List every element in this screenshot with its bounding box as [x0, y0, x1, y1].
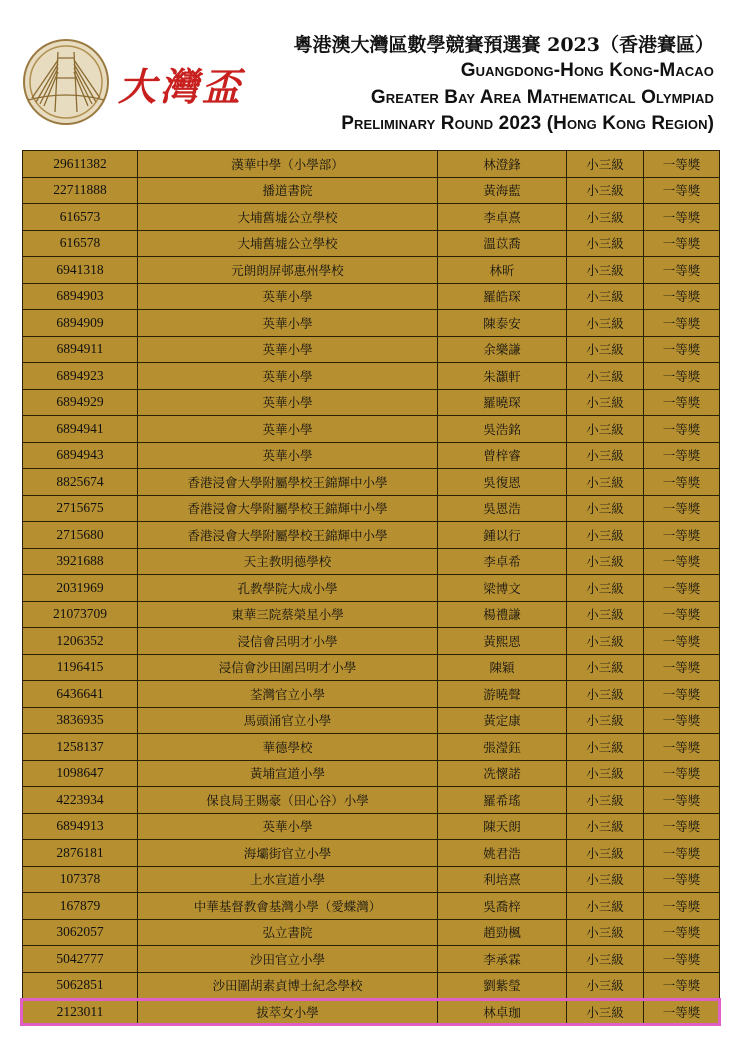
logo-text: 大灣盃 — [118, 64, 245, 109]
school-cell: 華德學校 — [138, 734, 438, 761]
candidate-id-cell: 6894903 — [23, 283, 138, 310]
level-cell: 小三級 — [567, 893, 644, 920]
level-cell: 小三級 — [567, 469, 644, 496]
school-cell: 英華小學 — [138, 363, 438, 390]
school-cell: 大埔舊墟公立學校 — [138, 230, 438, 257]
student-name-cell: 游曉聲 — [438, 681, 567, 708]
candidate-id-cell: 6894929 — [23, 389, 138, 416]
award-cell: 一等獎 — [644, 151, 720, 178]
table-row — [23, 416, 720, 443]
student-name-cell: 張瀅鈺 — [438, 734, 567, 761]
level-cell: 小三級 — [567, 681, 644, 708]
school-cell: 荃灣官立小學 — [138, 681, 438, 708]
student-name-cell: 曾梓睿 — [438, 442, 567, 469]
table-row — [23, 734, 720, 761]
award-cell: 一等獎 — [644, 257, 720, 284]
table-row — [23, 999, 720, 1026]
results-table-body — [23, 151, 720, 1026]
school-cell: 香港浸會大學附屬學校王錦輝中小學 — [138, 495, 438, 522]
award-cell: 一等獎 — [644, 389, 720, 416]
student-name-cell: 鍾以行 — [438, 522, 567, 549]
student-name-cell: 陳穎 — [438, 654, 567, 681]
candidate-id-cell: 2031969 — [23, 575, 138, 602]
school-cell: 英華小學 — [138, 283, 438, 310]
level-cell: 小三級 — [567, 866, 644, 893]
candidate-id-cell: 2876181 — [23, 840, 138, 867]
award-cell: 一等獎 — [644, 866, 720, 893]
school-cell: 孔教學院大成小學 — [138, 575, 438, 602]
student-name-cell: 梁博文 — [438, 575, 567, 602]
student-name-cell: 李卓希 — [438, 548, 567, 575]
table-row — [23, 336, 720, 363]
award-cell: 一等獎 — [644, 204, 720, 231]
level-cell: 小三級 — [567, 813, 644, 840]
table-row — [23, 840, 720, 867]
school-cell: 英華小學 — [138, 442, 438, 469]
student-name-cell: 李承霖 — [438, 946, 567, 973]
candidate-id-cell: 4223934 — [23, 787, 138, 814]
table-row — [23, 548, 720, 575]
school-cell: 上水宣道小學 — [138, 866, 438, 893]
title-english-line2: Greater Bay Area Mathematical Olympiad — [370, 87, 714, 108]
school-cell: 海壩街官立小學 — [138, 840, 438, 867]
school-cell: 播道書院 — [138, 177, 438, 204]
candidate-id-cell: 29611382 — [23, 151, 138, 178]
candidate-id-cell: 6941318 — [23, 257, 138, 284]
student-name-cell: 林卓珈 — [438, 999, 567, 1026]
table-row — [23, 813, 720, 840]
candidate-id-cell: 6894943 — [23, 442, 138, 469]
award-cell: 一等獎 — [644, 787, 720, 814]
table-row — [23, 575, 720, 602]
table-row — [23, 601, 720, 628]
award-cell: 一等獎 — [644, 601, 720, 628]
award-cell: 一等獎 — [644, 707, 720, 734]
student-name-cell: 羅希瑤 — [438, 787, 567, 814]
candidate-id-cell: 21073709 — [23, 601, 138, 628]
award-cell: 一等獎 — [644, 363, 720, 390]
student-name-cell: 黃定康 — [438, 707, 567, 734]
school-cell: 中華基督教會基灣小學（愛蝶灣） — [138, 893, 438, 920]
table-row — [23, 257, 720, 284]
award-cell: 一等獎 — [644, 840, 720, 867]
title-english-line3: Preliminary Round 2023 (Hong Kong Region) — [341, 113, 714, 134]
award-cell: 一等獎 — [644, 654, 720, 681]
candidate-id-cell: 1258137 — [23, 734, 138, 761]
level-cell: 小三級 — [567, 230, 644, 257]
award-cell: 一等獎 — [644, 230, 720, 257]
level-cell: 小三級 — [567, 151, 644, 178]
award-cell: 一等獎 — [644, 999, 720, 1026]
award-cell: 一等獎 — [644, 734, 720, 761]
table-row — [23, 363, 720, 390]
student-name-cell: 黃熙恩 — [438, 628, 567, 655]
school-cell: 拔萃女小學 — [138, 999, 438, 1026]
student-name-cell: 吳浩銘 — [438, 416, 567, 443]
award-cell: 一等獎 — [644, 283, 720, 310]
level-cell: 小三級 — [567, 575, 644, 602]
student-name-cell: 林澄鋒 — [438, 151, 567, 178]
candidate-id-cell: 3921688 — [23, 548, 138, 575]
school-cell: 英華小學 — [138, 416, 438, 443]
level-cell: 小三級 — [567, 283, 644, 310]
level-cell: 小三級 — [567, 177, 644, 204]
school-cell: 英華小學 — [138, 336, 438, 363]
school-cell: 東華三院蔡榮星小學 — [138, 601, 438, 628]
student-name-cell: 羅曉琛 — [438, 389, 567, 416]
level-cell: 小三級 — [567, 999, 644, 1026]
school-cell: 英華小學 — [138, 813, 438, 840]
table-row — [23, 760, 720, 787]
school-cell: 英華小學 — [138, 389, 438, 416]
school-cell: 沙田官立小學 — [138, 946, 438, 973]
level-cell: 小三級 — [567, 972, 644, 999]
student-name-cell: 林昕 — [438, 257, 567, 284]
student-name-cell: 吳復恩 — [438, 469, 567, 496]
award-cell: 一等獎 — [644, 548, 720, 575]
student-name-cell: 陳天朗 — [438, 813, 567, 840]
table-row — [23, 787, 720, 814]
level-cell: 小三級 — [567, 707, 644, 734]
award-cell: 一等獎 — [644, 469, 720, 496]
student-name-cell: 余樂謙 — [438, 336, 567, 363]
candidate-id-cell: 1098647 — [23, 760, 138, 787]
award-cell: 一等獎 — [644, 813, 720, 840]
level-cell: 小三級 — [567, 336, 644, 363]
award-cell: 一等獎 — [644, 177, 720, 204]
level-cell: 小三級 — [567, 787, 644, 814]
table-row — [23, 707, 720, 734]
level-cell: 小三級 — [567, 495, 644, 522]
award-cell: 一等獎 — [644, 310, 720, 337]
table-row — [23, 654, 720, 681]
level-cell: 小三級 — [567, 363, 644, 390]
student-name-cell: 吳恩浩 — [438, 495, 567, 522]
school-cell: 馬頭涌官立小學 — [138, 707, 438, 734]
candidate-id-cell: 5042777 — [23, 946, 138, 973]
student-name-cell: 冼懷諾 — [438, 760, 567, 787]
student-name-cell: 趙勁楓 — [438, 919, 567, 946]
candidate-id-cell: 3062057 — [23, 919, 138, 946]
candidate-id-cell: 2715680 — [23, 522, 138, 549]
award-cell: 一等獎 — [644, 972, 720, 999]
candidate-id-cell: 107378 — [23, 866, 138, 893]
student-name-cell: 陳泰安 — [438, 310, 567, 337]
award-cell: 一等獎 — [644, 336, 720, 363]
candidate-id-cell: 6894913 — [23, 813, 138, 840]
student-name-cell: 吳喬梓 — [438, 893, 567, 920]
level-cell: 小三級 — [567, 601, 644, 628]
school-cell: 浸信會沙田圍呂明才小學 — [138, 654, 438, 681]
level-cell: 小三級 — [567, 548, 644, 575]
school-cell: 元朗朗屏邨惠州學校 — [138, 257, 438, 284]
table-row — [23, 919, 720, 946]
page-header — [0, 0, 740, 150]
table-row — [23, 469, 720, 496]
award-cell: 一等獎 — [644, 893, 720, 920]
level-cell: 小三級 — [567, 310, 644, 337]
table-row — [23, 893, 720, 920]
student-name-cell: 姚君浩 — [438, 840, 567, 867]
candidate-id-cell: 6894909 — [23, 310, 138, 337]
level-cell: 小三級 — [567, 416, 644, 443]
school-cell: 保良局王賜豪（田心谷）小學 — [138, 787, 438, 814]
candidate-id-cell: 2123011 — [23, 999, 138, 1026]
table-row — [23, 495, 720, 522]
school-cell: 漢華中學（小學部） — [138, 151, 438, 178]
candidate-id-cell: 616573 — [23, 204, 138, 231]
award-cell: 一等獎 — [644, 946, 720, 973]
candidate-id-cell: 167879 — [23, 893, 138, 920]
candidate-id-cell: 1206352 — [23, 628, 138, 655]
school-cell: 香港浸會大學附屬學校王錦輝中小學 — [138, 522, 438, 549]
school-cell: 浸信會呂明才小學 — [138, 628, 438, 655]
results-table-container — [22, 150, 719, 1026]
student-name-cell: 劉紫瑩 — [438, 972, 567, 999]
candidate-id-cell: 6894911 — [23, 336, 138, 363]
award-cell: 一等獎 — [644, 681, 720, 708]
level-cell: 小三級 — [567, 734, 644, 761]
student-name-cell: 溫苡喬 — [438, 230, 567, 257]
candidate-id-cell: 22711888 — [23, 177, 138, 204]
table-row — [23, 972, 720, 999]
school-cell: 英華小學 — [138, 310, 438, 337]
bridge-logo-icon — [22, 38, 110, 126]
table-row — [23, 628, 720, 655]
table-row — [23, 204, 720, 231]
level-cell: 小三級 — [567, 840, 644, 867]
award-cell: 一等獎 — [644, 522, 720, 549]
title-chinese: 粵港澳大灣區數學競賽預選賽 2023（香港賽區） — [293, 34, 714, 56]
results-table — [22, 150, 720, 1026]
candidate-id-cell: 5062851 — [23, 972, 138, 999]
award-cell: 一等獎 — [644, 495, 720, 522]
candidate-id-cell: 6894923 — [23, 363, 138, 390]
table-row — [23, 522, 720, 549]
school-cell: 香港浸會大學附屬學校王錦輝中小學 — [138, 469, 438, 496]
table-row — [23, 151, 720, 178]
candidate-id-cell: 6436641 — [23, 681, 138, 708]
candidate-id-cell: 616578 — [23, 230, 138, 257]
award-cell: 一等獎 — [644, 416, 720, 443]
table-row — [23, 310, 720, 337]
student-name-cell: 黃海藍 — [438, 177, 567, 204]
level-cell: 小三級 — [567, 442, 644, 469]
table-row — [23, 177, 720, 204]
table-row — [23, 230, 720, 257]
table-row — [23, 681, 720, 708]
student-name-cell: 朱灝軒 — [438, 363, 567, 390]
level-cell: 小三級 — [567, 946, 644, 973]
candidate-id-cell: 3836935 — [23, 707, 138, 734]
level-cell: 小三級 — [567, 257, 644, 284]
award-cell: 一等獎 — [644, 575, 720, 602]
award-cell: 一等獎 — [644, 628, 720, 655]
title-english-line1: Guangdong-Hong Kong-Macao — [460, 60, 714, 81]
table-row — [23, 946, 720, 973]
candidate-id-cell: 2715675 — [23, 495, 138, 522]
level-cell: 小三級 — [567, 654, 644, 681]
table-row — [23, 442, 720, 469]
level-cell: 小三級 — [567, 760, 644, 787]
table-row — [23, 389, 720, 416]
school-cell: 天主教明德學校 — [138, 548, 438, 575]
school-cell: 黃埔宣道小學 — [138, 760, 438, 787]
table-row — [23, 283, 720, 310]
candidate-id-cell: 8825674 — [23, 469, 138, 496]
table-row — [23, 866, 720, 893]
level-cell: 小三級 — [567, 204, 644, 231]
level-cell: 小三級 — [567, 389, 644, 416]
level-cell: 小三級 — [567, 919, 644, 946]
award-cell: 一等獎 — [644, 760, 720, 787]
award-cell: 一等獎 — [644, 919, 720, 946]
student-name-cell: 利培熹 — [438, 866, 567, 893]
school-cell: 沙田圍胡素貞博士紀念學校 — [138, 972, 438, 999]
student-name-cell: 羅皓琛 — [438, 283, 567, 310]
school-cell: 弘立書院 — [138, 919, 438, 946]
award-cell: 一等獎 — [644, 442, 720, 469]
student-name-cell: 楊禮謙 — [438, 601, 567, 628]
candidate-id-cell: 6894941 — [23, 416, 138, 443]
level-cell: 小三級 — [567, 522, 644, 549]
candidate-id-cell: 1196415 — [23, 654, 138, 681]
student-name-cell: 李卓熹 — [438, 204, 567, 231]
school-cell: 大埔舊墟公立學校 — [138, 204, 438, 231]
level-cell: 小三級 — [567, 628, 644, 655]
